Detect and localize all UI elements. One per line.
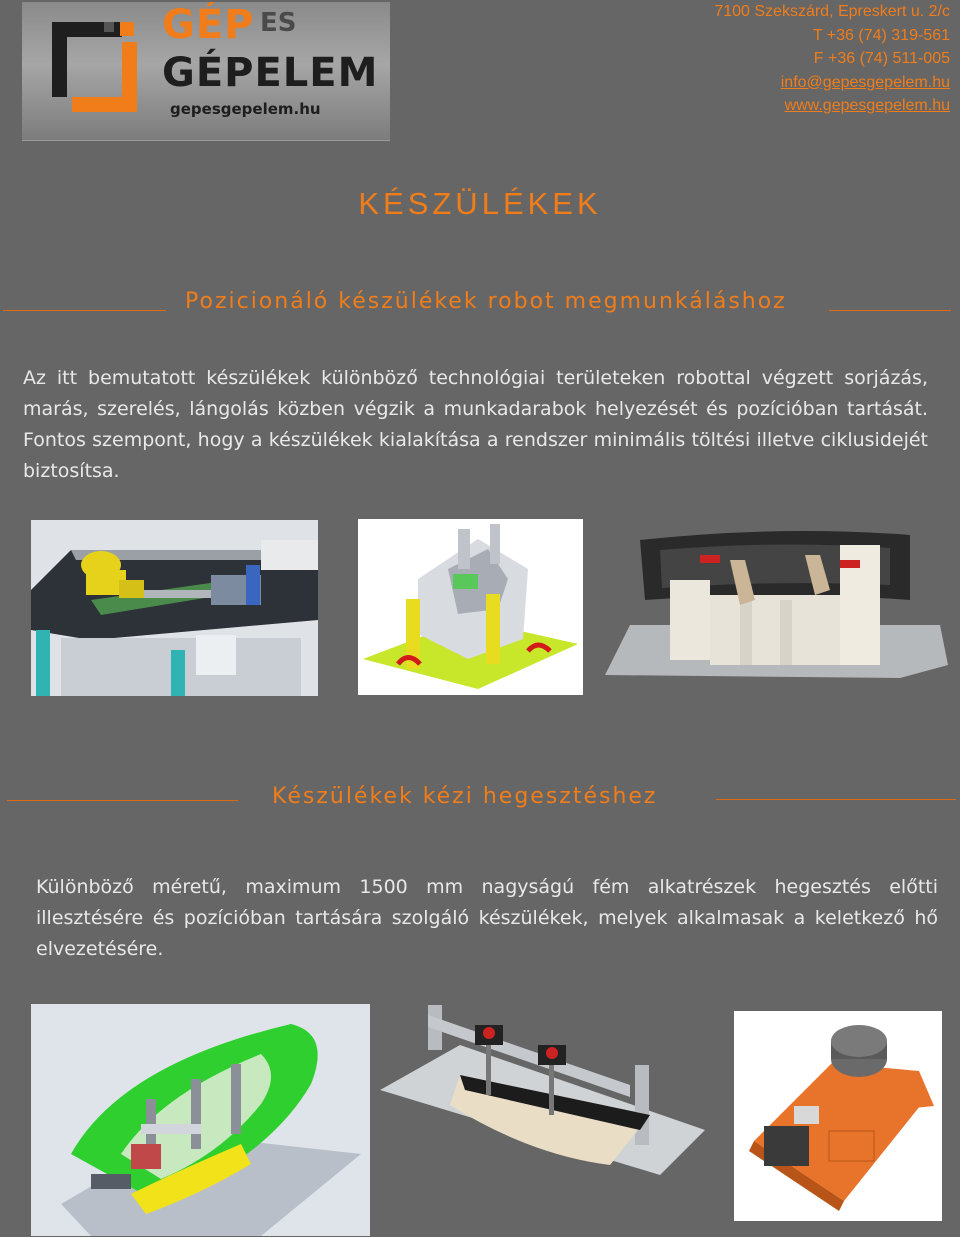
logo-text-es: ES — [260, 8, 297, 38]
orange-clamp-block-image — [734, 1011, 942, 1221]
logo-domain: gepesgepelem.hu — [170, 100, 321, 118]
section-title-robot: Pozicionáló készülékek robot megmunkáláshoz — [185, 289, 787, 314]
company-logo[interactable] — [22, 2, 390, 140]
car-part-fixture-photo — [600, 530, 950, 680]
section-rule-right-2 — [716, 799, 956, 800]
section-text-welding: Különböző méretű, maximum 1500 mm nagyságú fém alkatrészek hegesztés előtti illesztésére és pozícióban tartására szolgáló készülékek, melyek alkalmasak a keletkező hő elvezetésére. — [36, 876, 938, 960]
positioning-fixture-cad-image — [358, 519, 583, 695]
logo-bracket-icon — [42, 12, 142, 122]
contact-fax: F +36 (74) 511-005 — [813, 50, 950, 67]
section-title-welding: Készülékek kézi hegesztéshez — [272, 784, 658, 809]
contact-block — [714, 0, 950, 118]
section-rule-left — [3, 310, 166, 311]
page-title: KÉSZÜLÉKEK — [358, 186, 602, 221]
aluminium-profile-fixture-photo — [380, 1005, 705, 1180]
contact-phone: T +36 (74) 319-561 — [812, 26, 950, 44]
contact-address: 7100 Szekszárd, Epreskert u. 2/c — [714, 3, 950, 20]
contact-email-link[interactable]: info@gepesgepelem.hu — [780, 73, 950, 91]
logo-text-gepelem: GÉPELEM — [162, 50, 379, 96]
contact-web-link[interactable]: www.gepesgepelem.hu — [784, 97, 950, 114]
section-rule-left-2 — [7, 800, 238, 801]
logo-divider — [22, 140, 390, 141]
green-welding-fixture-cad-image — [31, 1004, 370, 1236]
section-rule-right — [829, 310, 951, 311]
logo-text-gep: GÉP — [162, 2, 255, 48]
robot-cell-cad-image — [31, 520, 318, 696]
section-text-robot: Az itt bemutatott készülékek különböző technológiai területeken robottal végzett sorjázás, marás, szerelés, lángolás közben végzik a munkadarabok helyezését és pozícióban tartását. Fontos szempont, hogy a készülékek kialakítása a rendszer minimális töltési illetve ciklusidejét biztosítsa. — [23, 367, 928, 482]
